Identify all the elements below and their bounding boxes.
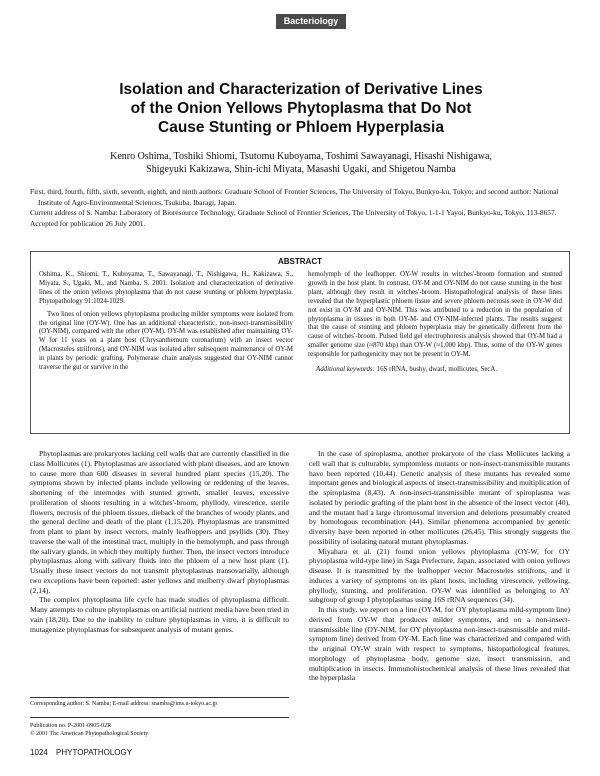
- keywords-line: [308, 366, 562, 375]
- publication-number: Publication no. P-2001-0905-02R: [30, 723, 112, 729]
- abstract-box: [30, 251, 570, 434]
- keywords-label: Additional keywords:: [316, 366, 375, 374]
- abstract-paragraph: Two lines of onion yellows phytoplasma producing milder symptoms were isolated from the original line (OY-W). One has an additional characteristic, non-insect-transmissibility (OY-NIM), compared with the other (OY-M). OY-M was established after maintaining OY-W for 11 years on a plant host (Chrysanthemum coronarium) with an insect vector (Macrosteles striifrons), and OY-NIM was isolated after subsequent maintenance of OY-M in plants by periodic grafting. Polymerase chain analysis suggested that OY-NIM cannot traverse the gut or survive in the: [39, 310, 293, 372]
- author-list: [40, 150, 562, 176]
- body-right-column: [309, 449, 570, 683]
- body-paragraph: The complex phytoplasma life cycle has made studies of phytoplasma difficult. Many attempts to culture phytoplasmas on artificial nutrient media have been tried in vain (18,20). Due to the inability to culture phytoplasmas in vitro, it is difficult to mutagenize phytoplasmas for subsequent analysis of mutant genes.: [30, 595, 289, 634]
- affiliation-text: First, third, fourth, fifth, sixth, seventh, eighth, and ninth authors: Graduate School of Frontier Sciences, The University of Tokyo, Bunkyo-ku, Tokyo; and second author: National Institute of Agro-Environmental Sciences, Tsukuba, Ibaragi, Japan.: [30, 187, 559, 207]
- article-title: [40, 80, 562, 137]
- page-number: 1024: [30, 748, 48, 757]
- title-line: of the Onion Yellows Phytoplasma that Do Not: [130, 100, 472, 117]
- authors-line: Kenro Oshima, Toshiki Shiomi, Tsutomu Kuboyama, Toshimi Sawayanagi, Hisashi Nishigawa,: [110, 151, 492, 162]
- abstract-right-column: [308, 271, 562, 379]
- abstract-paragraph: hemolymph of the leafhopper. OY-W results in witches'-broom formation and stunted growth in the host plant. In contrast, OY-M and OY-NIM do not cause stunting in the host plant, although they result in witches'-broom. Histopathological analysis of these lines revealed that the hyperplastic phloem tissue and severe phloem necrosis seen in OY-W did not exist in OY-M and OY-NIM. This was attributed to a reduction in the population of phytoplasma in tissues in both OY-M- and OY-NIM-infected plants. The results suggest that the cause of stunting and phloem hyperplasia may be genetically different from the cause of witches'-broom. Pulsed field gel electrophoresis analysis showed that OY-M had a smaller genome size (≈870 kbp) than OY-W (≈1,000 kbp). Thus, some of the OY-W genes responsible for pathogenicity may not be present in OY-M.: [308, 271, 562, 359]
- keywords-text: 16S rRNA, bushy, dwarf, mollicutes, SecA.: [376, 366, 498, 374]
- section-label: Bacteriology: [276, 14, 346, 29]
- accepted-date: Accepted for publication 26 July 2001.: [30, 218, 146, 228]
- publication-info: [30, 722, 290, 738]
- body-paragraph: Miyahara et al. (21) found onion yellows phytoplasma (OY-W, for OY phytoplasma wild-type line) in Saga Prefecture, Japan, associated with onion yellows disease. It is transmitted by the leafhopper vector Macrosteles striifrons, and it induces a variety of symptoms on its plant hosts, including virescence, yellowing, phyllody, stunting, and proliferation. OY-W was identified as belonging to AY subgroup of group I phytoplasmas using 16S rRNA sequences (34).: [309, 546, 570, 605]
- authors-line: Shigeyuki Kakizawa, Shin-ichi Miyata, Masashi Ugaki, and Shigetou Namba: [146, 164, 456, 175]
- affiliations: [30, 187, 570, 229]
- abstract-heading: ABSTRACT: [278, 257, 322, 266]
- current-address: Current address of S. Namba: Laboratory of Bioresource Technology, Graduate School of Frontier Sciences, The University of Tokyo, 1-1-1 Yayoi, Bunkyo-ku, Tokyo, 113-8657.: [30, 208, 557, 217]
- copyright-line: © 2001 The American Phytopathological Society: [30, 731, 149, 737]
- abstract-left-column: [39, 271, 293, 377]
- body-paragraph: Phytoplasmas are prokaryotes lacking cell walls that are currently classified in the class Mollicutes (1). Phytoplasmas are associated with plant diseases, and are known to cause more than 600 diseases in several hundred plant species (15,20). The symptoms shown by infected plants include yellowing or reddening of the leaves, shortening of the internodes with stunted growth, smaller leaves, excessive proliferation of shoots resulting in a witches'-broom, phyllody, virescence, sterile flowers, necrosis of the phloem tissues, dieback of the branches of woody plants, and the general decline and death of the plant (1,15,20). Phytoplasmas are transmitted from plant to plant by insect vectors, mainly leafhoppers and psyllids (30). They traverse the wall of the intestinal tract, multiply in the hemolymph, and pass through the salivary glands, in which they multiply further. Then, the insect vectors introduce phytoplasmas along with salivary fluids into the phloem of a new host plant (1). Usually these insect vectors do not transmit phytoplasmas transovarially, although two exceptions have been reported: aster yellows and mulberry dwarf phytoplasmas (2,14).: [30, 449, 289, 595]
- footnote-divider: [30, 697, 289, 698]
- title-line: Isolation and Characterization of Derivative Lines: [119, 81, 483, 98]
- pubinfo-divider: [30, 717, 289, 718]
- page-footer: [30, 748, 290, 757]
- body-left-column: [30, 449, 289, 634]
- title-line: Cause Stunting or Phloem Hyperplasia: [158, 119, 444, 136]
- abstract-citation: Oshima, K., Shiomi, T., Kuboyama, T., Sawayanagi, T., Nishigawa, H., Kakizawa, S., Miyata, S., Ugaki, M., and Namba, S. 2001. Isolation and characterization of derivative lines of the onion yellows phytoplasma that do not cause stunting or phloem hyperplasia. Phytopathology 91:1024-1029.: [39, 271, 293, 305]
- journal-name: PHYTOPATHOLOGY: [56, 748, 133, 757]
- body-paragraph: In the case of spiroplasma, another prokaryote of the class Mollicutes lacking a cell wall that is culturable, symptomless mutants or non-insect-transmissible mutants have been reported (10,44). Genetic analysis of these mutants has revealed some important genes and biological aspects of insect-transmissibility and multiplication of the spiroplasma (8,43). A non-insect-transmissible mutant of spiroplasma was isolated by periodic grafting of the plant host in the absence of the insect vector (40), and the mutant had a large chromosomal inversion and deletions presumably created by homologous recombination (44). Similar phenomena accompanied by genetic diversity have been reported in other mollicutes (26,45). This strongly suggests the possibility of isolating natural mutant phytoplasmas.: [309, 449, 570, 546]
- body-paragraph: In this study, we report on a line (OY-M, for OY phytoplasma mild-symptom line) derived from OY-W that produces milder symptoms, and on a non-insect-transmissible line (OY-NIM, for OY phytoplasma non-insect-transmissible and mild-symptom line) derived from OY-M. Each line was characterized and compared with the original OY-W strain with respect to symptoms, histopathological features, morphology of phytoplasma body, genome size, insect transmission, and multiplication in insects. Immunohistochemical analysis of these lines revealed that the hyperplasia: [309, 605, 570, 683]
- corresponding-author: Corresponding author: S. Namba; E-mail address: snamba@ims.u-tokyo.ac.jp: [30, 701, 218, 707]
